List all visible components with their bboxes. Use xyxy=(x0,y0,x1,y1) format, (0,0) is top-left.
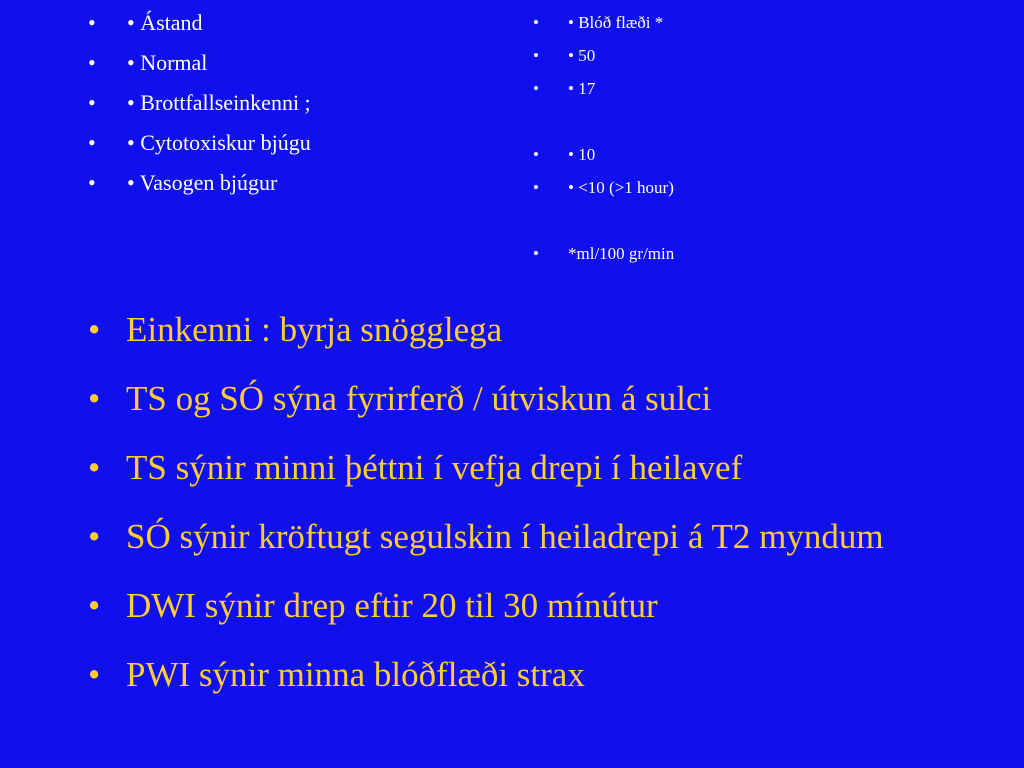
unit-footnote: *ml/100 gr/min xyxy=(568,244,675,263)
flow-value: • Blóð flæði * xyxy=(568,13,664,32)
condition-label: • Vasogen bjúgur xyxy=(127,170,278,195)
list-item xyxy=(88,651,988,699)
bullet: • xyxy=(88,50,96,75)
list-item xyxy=(88,375,988,423)
bullet: • xyxy=(533,145,539,164)
list-item xyxy=(88,6,508,46)
flow-value: • 50 xyxy=(568,46,596,65)
bullet-text: SÓ sýnir kröftugt segulskin í heiladrepi á T2 myndum xyxy=(126,517,884,556)
list-item xyxy=(88,166,508,206)
bullet-text: TS sýnir minni þéttni í vefja drepi í heilavef xyxy=(126,448,743,487)
list-item xyxy=(533,39,993,72)
list-item xyxy=(88,86,508,126)
list-item xyxy=(88,444,988,492)
bullet: • xyxy=(88,10,96,35)
list-item xyxy=(88,126,508,166)
list-item xyxy=(88,513,988,561)
list-item xyxy=(533,6,993,39)
bullet: • xyxy=(88,310,101,349)
bullet: • xyxy=(88,586,101,625)
list-item xyxy=(533,72,993,105)
bullet: • xyxy=(88,655,101,694)
list-item xyxy=(88,582,988,630)
list-item xyxy=(533,171,993,204)
bullet: • xyxy=(88,448,101,487)
bullet-text: TS og SÓ sýna fyrirferð / útviskun á sulci xyxy=(126,379,712,418)
bullet: • xyxy=(533,244,539,263)
list-item xyxy=(533,237,993,270)
bullet: • xyxy=(533,46,539,65)
bullet: • xyxy=(88,130,96,155)
list-item xyxy=(88,306,988,354)
bullet-text: PWI sýnir minna blóðflæði strax xyxy=(126,655,585,694)
condition-label: • Normal xyxy=(127,50,208,75)
flow-value: • 10 xyxy=(568,145,596,164)
condition-label: • Ástand xyxy=(127,10,203,35)
bullet: • xyxy=(533,79,539,98)
bullet-text: DWI sýnir drep eftir 20 til 30 mínútur xyxy=(126,586,658,625)
condition-label: • Cytotoxiskur bjúgu xyxy=(127,130,311,155)
bullet: • xyxy=(88,170,96,195)
flow-value: • 17 xyxy=(568,79,596,98)
list-item xyxy=(533,138,993,171)
main-bullet-list xyxy=(88,306,988,720)
bullet: • xyxy=(88,517,101,556)
condition-list xyxy=(88,6,508,206)
flow-value: • <10 (>1 hour) xyxy=(568,178,674,197)
bullet: • xyxy=(533,178,539,197)
bullet: • xyxy=(533,13,539,32)
bullet-text: Einkenni : byrja snögglega xyxy=(126,310,503,349)
list-item xyxy=(88,46,508,86)
bullet: • xyxy=(88,379,101,418)
blood-flow-list xyxy=(533,6,993,270)
bullet: • xyxy=(88,90,96,115)
condition-label: • Brottfallseinkenni ; xyxy=(127,90,311,115)
